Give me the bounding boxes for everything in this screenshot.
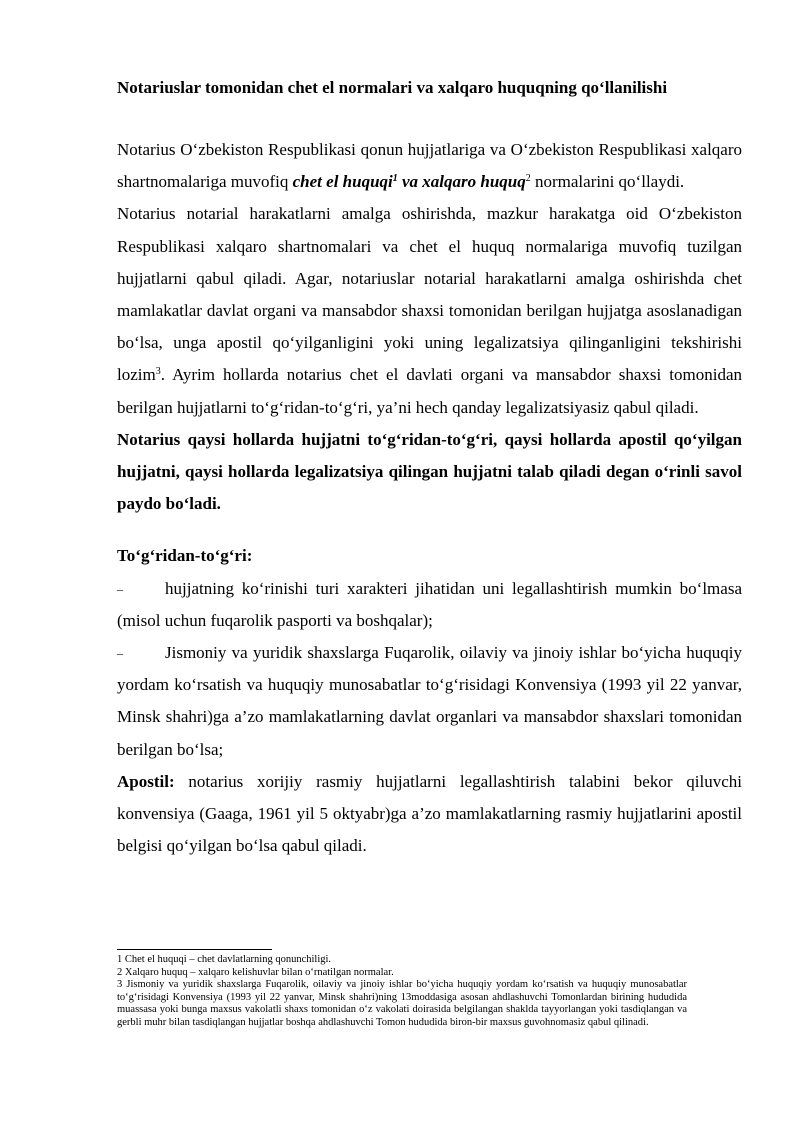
spacer bbox=[117, 520, 742, 540]
dash-bullet: – bbox=[117, 646, 123, 661]
notarial-actions-text: Notarius notarial harakatlarni amalga oshirishda, mazkur harakatga oid O‘zbekiston Respublikasi xalqaro shartnomalari va chet el huquq normalariga muvofiq tuzilgan hujjatlarni qabul qiladi. Agar, notariuslar notarial harakatlarni amalga oshirishda chet mamlakatlar davlat organi va mansabdor shaxsi tomonidan berilgan hujjatga asoslanadigan bo‘lsa, unga apostil qo‘yilganligini yoki uning legalizatsiya qilinganligini tekshirishi lozim bbox=[117, 204, 742, 385]
list-item-text: Jismoniy va yuridik shaxslarga Fuqarolik, oilaviy va jinoiy ishlar bo‘yicha huquqiy yordam ko‘rsatish va huquqiy munosabatlar to‘g‘risidagi Konvensiya (1993 yil 22 yanvar, Minsk shahri)ga a’zo mamlakatlarning davlat organlari va mansabdor shaxslari tomonidan berilgan bo‘lsa; bbox=[117, 643, 742, 759]
apostil-label: Apostil: bbox=[117, 771, 175, 791]
paragraph-notarial-actions bbox=[117, 198, 742, 423]
list-item bbox=[117, 573, 742, 637]
list-item bbox=[117, 637, 742, 766]
footnote-2: 2 Xalqaro huquq – xalqaro kelishuvlar bilan o‘rnatilgan normalar. bbox=[117, 966, 394, 978]
page-title: Notariuslar tomonidan chet el normalari va xalqaro huquqning qo‘llanilishi bbox=[117, 78, 668, 97]
term-foreign-law: chet el huquqi bbox=[292, 172, 393, 192]
footnote-3: 3 Jismoniy va yuridik shaxslarga Fuqarolik, oilaviy va jinoiy ishlar bo‘yicha huquqiy yordam ko‘rsatish va huquqiy munosabatlar to‘g‘risidagi Konvensiya (1993 yil 22 yanvar, Minsk shahri)ning 13moddasiga asosan ahdlashuvchi Tomonlardan birining hududida muassasa yoki bunga maxsus vakolatli shaxs tomonidan o‘z vakolati doirasida belgilangan shaklda tayyorlangan yoki tasdiqlangan va gerbli muhr bilan tasdiqlangan hujjatlar boshqa ahdlashuvchi Tomon hududida biron-bir maxsus guvohnomasiz qabul qilinadi. bbox=[117, 979, 687, 1028]
paragraph-apostil bbox=[117, 766, 742, 863]
dash-bullet: – bbox=[117, 581, 123, 596]
apostil-text: notarius xorijiy rasmiy hujjatlarni legallashtirish talabini bekor qiluvchi konvensiya (Gaaga, 1961 yil 5 oktyabr)ga a’zo mamlakatlarning rasmiy hujjatlarini apostil belgisi qo‘yilgan bo‘lsa qabul qiladi. bbox=[117, 771, 742, 856]
footnote-ref-2[interactable]: 2 bbox=[525, 173, 531, 185]
term-international-law: va xalqaro huquq bbox=[397, 172, 526, 192]
section-heading-direct: To‘g‘ridan-to‘g‘ri: bbox=[117, 546, 253, 566]
paragraph-question: Notarius qaysi hollarda hujjatni to‘g‘ridan-to‘g‘ri, qaysi hollarda apostil qo‘yilgan hujjatni, qaysi hollarda legalizatsiya qilingan hujjatni talab qiladi degan o‘rinli savol paydo bo‘ladi. bbox=[117, 429, 742, 514]
footnote-separator bbox=[117, 949, 272, 950]
document-body bbox=[117, 134, 742, 862]
intro-text: Notarius O‘zbekiston Respublikasi qonun hujjatlariga va O‘zbekiston Respublikasi xalqaro shartnomalariga muvofiq bbox=[117, 140, 742, 192]
footnote-ref-1[interactable]: 1 bbox=[392, 173, 398, 185]
footnotes bbox=[117, 954, 687, 1030]
footnote-ref-3[interactable]: 3 bbox=[155, 366, 161, 378]
paragraph-intro bbox=[117, 134, 742, 198]
list-item-text: hujjatning ko‘rinishi turi xarakteri jihatidan uni legallashtirish mumkin bo‘lmasa (misol uchun fuqarolik pasporti va boshqalar); bbox=[117, 578, 742, 630]
notarial-actions-tail: . Ayrim hollarda notarius chet el davlati organi va mansabdor shaxsi tomonidan berilgan hujjatlarni to‘g‘ridan-to‘g‘ri, ya’ni hech qanday legalizatsiyasiz qabul qiladi. bbox=[117, 365, 742, 417]
intro-tail: normalarini qo‘llaydi. bbox=[530, 172, 685, 192]
footnote-1: 1 Chet el huquqi – chet davlatlarning qonunchiligi. bbox=[117, 954, 332, 965]
